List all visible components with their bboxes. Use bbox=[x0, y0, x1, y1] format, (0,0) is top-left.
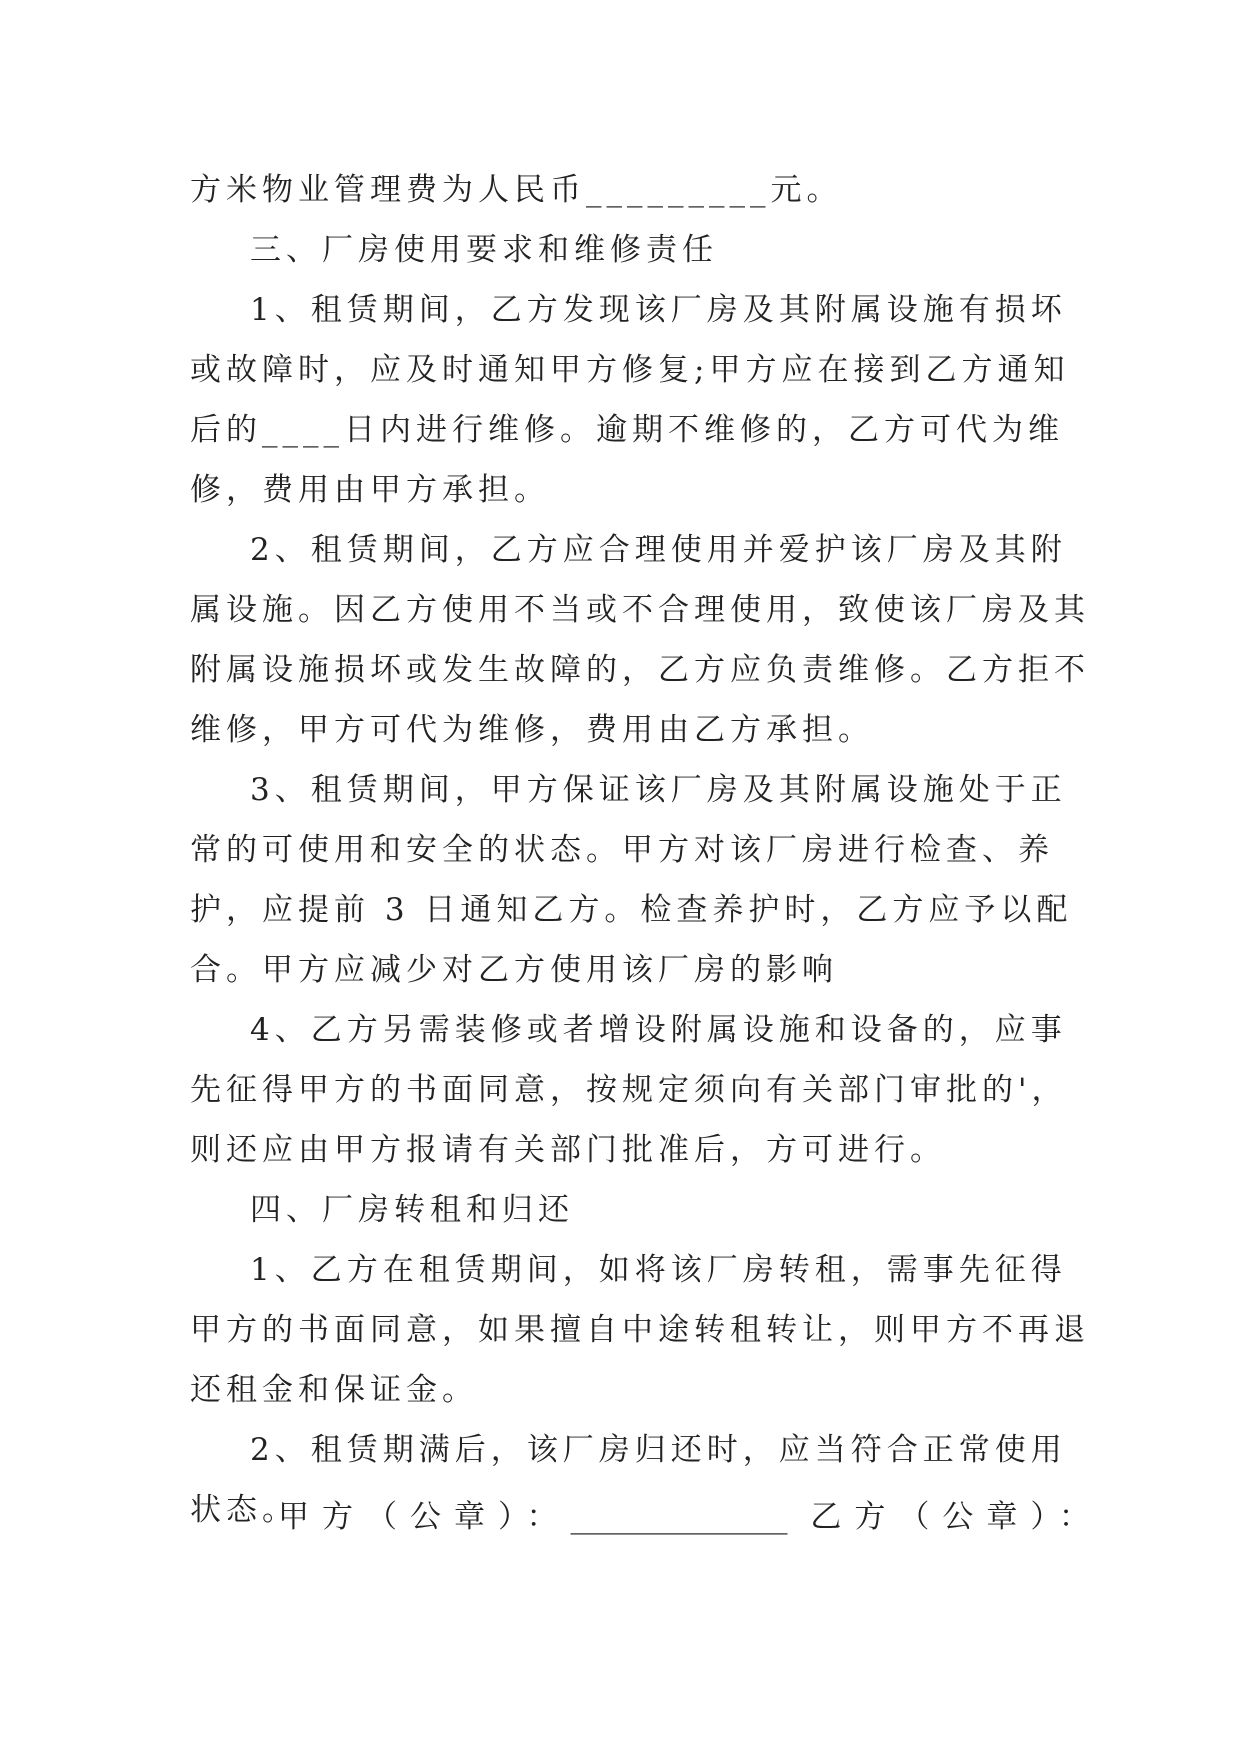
paragraph-fee-continuation: 方米物业管理费为人民币_________元。 bbox=[190, 172, 843, 208]
section-heading-usage: 三、厂房使用要求和维修责任 bbox=[250, 232, 718, 268]
clause-4-2: 2、租赁期满后，该厂房归还时，应当符合正常使用状态。 bbox=[190, 1432, 1067, 1528]
clause-3-3: 3、租赁期间，甲方保证该厂房及其附属设施处于正常的可使用和安全的状态。甲方对该厂房进行检查、养护，应提前 3 日通知乙方。检查养护时，乙方应予以配合。甲方应减少对乙方使用该厂房的影响 bbox=[190, 772, 1073, 988]
party-a-signature-blank: ______________ bbox=[570, 1499, 788, 1535]
party-b-seal-label: 乙方（公章）： bbox=[810, 1499, 1103, 1535]
contract-body bbox=[190, 160, 1090, 1540]
clause-3-2: 2、租赁期间，乙方应合理使用并爱护该厂房及其附属设施。因乙方使用不当或不合理使用，致使该厂房及其附属设施损坏或发生故障的，乙方应负责维修。乙方拒不维修，甲方可代为维修，费用由乙方承担。 bbox=[190, 532, 1090, 748]
party-a-seal-label: 甲方（公章）： bbox=[278, 1499, 571, 1535]
clause-3-4: 4、乙方另需装修或者增设附属设施和设备的，应事先征得甲方的书面同意，按规定须向有关部门审批的'，则还应由甲方报请有关部门批准后，方可进行。 bbox=[190, 1012, 1068, 1168]
clause-3-1: 1、租赁期间，乙方发现该厂房及其附属设施有损坏或故障时，应及时通知甲方修复;甲方应在接到乙方通知后的____日内进行维修。逾期不维修的，乙方可代为维修，费用由甲方承担。 bbox=[190, 292, 1070, 508]
section-heading-sublease: 四、厂房转租和归还 bbox=[250, 1192, 574, 1228]
signature-line bbox=[278, 1487, 1103, 1547]
clause-4-1: 1、乙方在租赁期间，如将该厂房转租，需事先征得甲方的书面同意，如果擅自中途转租转让，则甲方不再退还租金和保证金。 bbox=[190, 1252, 1090, 1408]
